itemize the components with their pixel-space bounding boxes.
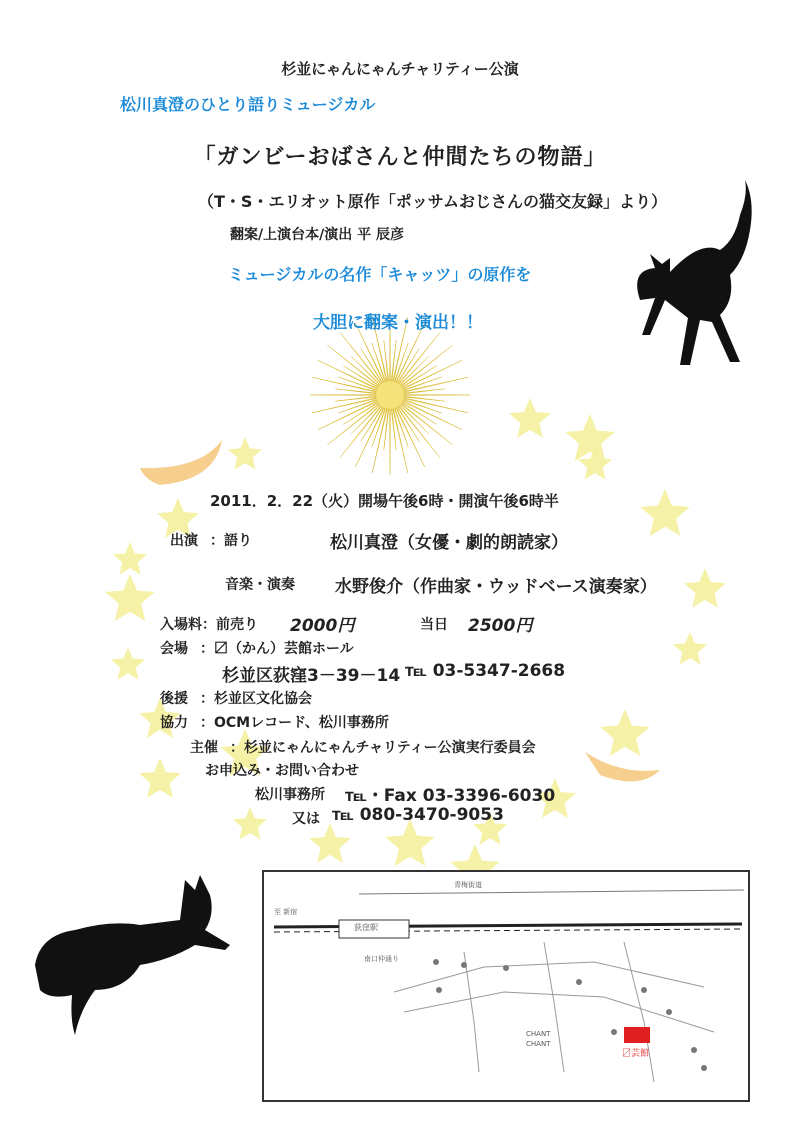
moon-icon <box>585 752 660 781</box>
map-label-shop: CHANT <box>526 1030 551 1038</box>
music-name: 水野俊介（作曲家・ウッドベース演奏家） <box>335 577 657 597</box>
ticket-label: 入場料：前売り <box>160 617 258 633</box>
map-label-street: 南口仲通り <box>364 955 399 963</box>
star-icon <box>640 489 689 536</box>
sun-core <box>376 381 404 409</box>
original-work: （T・S・エリオット原作「ポッサムおじさんの猫交友録」より） <box>198 192 667 211</box>
map-label-road: 青梅街道 <box>454 881 482 889</box>
blurb-line-2: 大胆に翻案・演出！！ <box>313 313 483 333</box>
contact-telfax: ℡・Fax 03-3396-6030 <box>345 786 556 806</box>
lying-cat-icon <box>35 875 230 1035</box>
support-value: ：杉並区文化協会 <box>200 691 312 707</box>
star-icon <box>600 709 649 756</box>
contact-alt-label: 又は <box>292 811 320 827</box>
star-icon <box>565 414 614 461</box>
contact-alt: ℡ 080-3470-9053 <box>332 805 504 825</box>
cast-name: 松川真澄（女優・劇的朗読家） <box>330 533 568 553</box>
moon-icon <box>140 440 222 485</box>
access-map <box>262 870 750 1102</box>
cast-label: 出演 <box>170 533 198 549</box>
credit-line: 翻案/上演台本/演出 平 辰彦 <box>230 227 404 243</box>
star-icon <box>385 819 434 866</box>
star-icon <box>509 398 551 438</box>
support-label: 後援 <box>160 691 188 707</box>
host-label: 主催 <box>190 740 218 756</box>
map-label-venue: 〼芸館 <box>622 1049 650 1059</box>
sun-icon <box>310 315 470 475</box>
event-datetime: 2011．2．22（火）開場午後6時・開演午後6時半 <box>210 492 559 510</box>
star-icon <box>139 758 181 798</box>
contact-office: 松川事務所 <box>255 787 325 803</box>
star-icon <box>228 437 262 470</box>
map-station-label: 荻窪駅 <box>354 923 378 932</box>
star-icon <box>111 647 145 680</box>
ticket-door: 2500円 <box>468 616 533 636</box>
map-label-direction: 至 新宿 <box>274 908 298 916</box>
star-icon <box>113 542 147 575</box>
coop-value: ：OCMレコード、松川事務所 <box>200 715 389 731</box>
host-value: ：杉並にゃんにゃんチャリティー公演実行委員会 <box>230 740 536 756</box>
star-icon <box>233 807 267 840</box>
subtitle: 松川真澄のひとり語りミュージカル <box>120 95 376 114</box>
ticket-door-label: 当日 <box>420 617 448 633</box>
star-icon <box>309 823 351 863</box>
venue-marker <box>624 1027 650 1043</box>
blurb-line-1: ミュージカルの名作「キャッツ」の原作を <box>228 265 532 284</box>
map-drawing <box>264 872 748 1100</box>
star-icon <box>105 574 154 621</box>
inquiry-label: お申込み・お問い合わせ <box>205 763 359 779</box>
cast-role: ：語り <box>210 533 252 549</box>
music-label: 音楽・演奏 <box>225 577 295 593</box>
star-icon <box>673 632 707 665</box>
ticket-advance: 2000円 <box>290 616 355 636</box>
venue-tel: ℡ 03-5347-2668 <box>405 661 566 681</box>
star-icon <box>684 568 726 608</box>
venue-address: 杉並区荻窪3－39－14 <box>222 666 401 686</box>
coop-label: 協力 <box>160 715 188 731</box>
org-line: 杉並にゃんにゃんチャリティー公演 <box>281 60 519 78</box>
page-title: 「ガンビーおばさんと仲間たちの物語」 <box>193 145 607 170</box>
map-label-shop-2: CHANT <box>526 1040 551 1048</box>
venue-name: ：〼（かん）芸館ホール <box>200 641 354 657</box>
venue-label: 会場 <box>160 641 188 657</box>
